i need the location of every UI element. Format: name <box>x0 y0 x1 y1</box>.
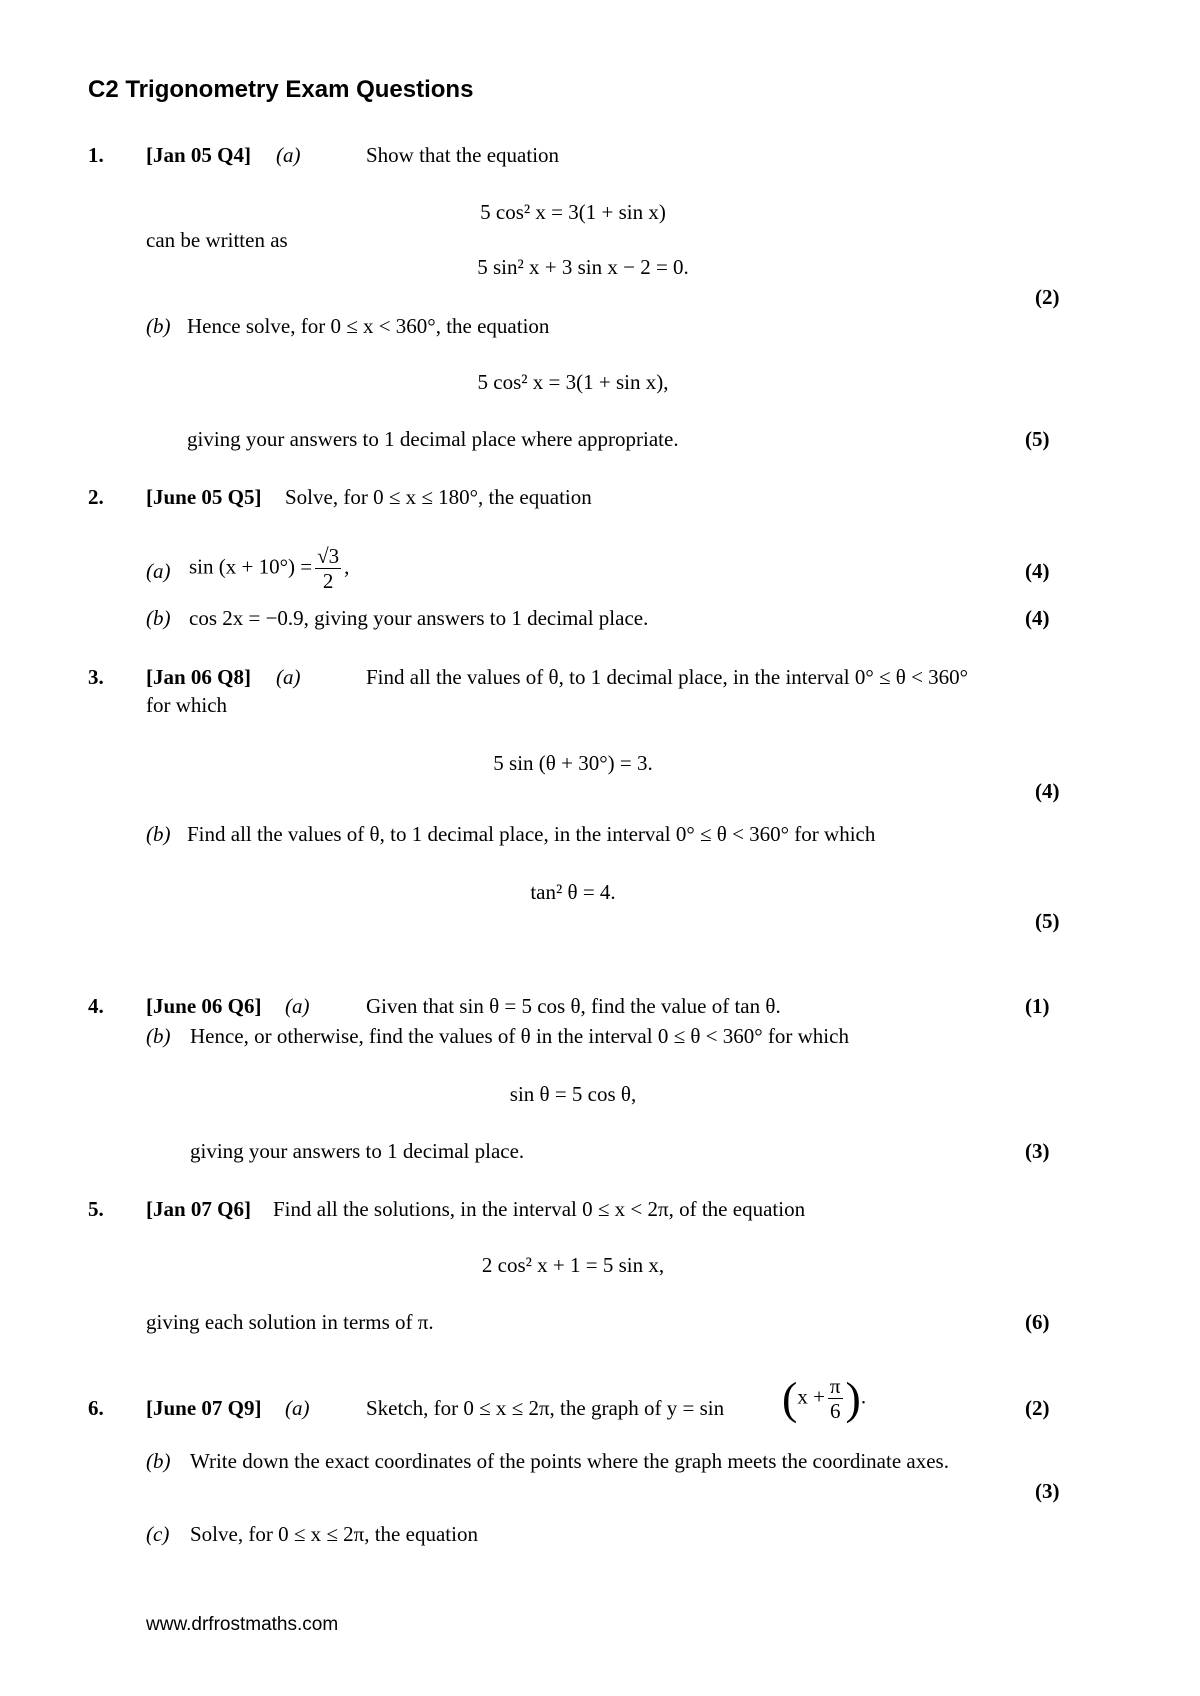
question-3a-text-cont: for which <box>146 693 228 717</box>
question-1b-label: (b) <box>146 314 171 338</box>
question-4b-marks: (3) <box>1025 1139 1050 1163</box>
page-title: C2 Trigonometry Exam Questions <box>88 76 474 103</box>
question-6a-label: (a) <box>285 1396 310 1420</box>
question-1b-instruction: giving your answers to 1 decimal place where appropriate. <box>187 427 679 451</box>
question-2-reference: [June 05 Q5] <box>146 485 262 509</box>
question-6a-tail: . <box>860 1384 867 1409</box>
question-2b-label: (b) <box>146 606 171 630</box>
question-2-text: Solve, for 0 ≤ x ≤ 180°, the equation <box>285 485 592 509</box>
question-6b-text: Write down the exact coordinates of the points where the graph meets the coordinate axes. <box>190 1449 949 1473</box>
question-6-reference: [June 07 Q9] <box>146 1396 262 1420</box>
question-1a-label: (a) <box>276 143 301 167</box>
question-2a-marks: (4) <box>1025 559 1050 583</box>
question-6c-text: Solve, for 0 ≤ x ≤ 2π, the equation <box>190 1522 478 1546</box>
question-6b-label: (b) <box>146 1449 171 1473</box>
question-1a-text: Show that the equation <box>366 143 560 167</box>
question-3a-text: Find all the values of θ, to 1 decimal place, in the interval 0° ≤ θ < 360° <box>366 665 969 689</box>
question-5-text: Find all the solutions, in the interval 0 ≤ x < 2π, of the equation <box>273 1197 806 1221</box>
footer-url: www.drfrostmaths.com <box>146 1614 339 1635</box>
question-4a-label: (a) <box>285 994 310 1018</box>
question-6a-numerator: π <box>829 1374 841 1398</box>
question-2a-fraction <box>315 544 341 593</box>
left-paren: ( <box>782 1372 798 1424</box>
question-1-number: 1. <box>88 143 104 167</box>
question-1-equation-3: 5 cos² x = 3(1 + sin x), <box>477 370 669 394</box>
question-2a-equation <box>189 544 349 593</box>
question-3a-equation: 5 sin (θ + 30°) = 3. <box>493 751 653 775</box>
question-4b-text: Hence, or otherwise, find the values of θ in the interval 0 ≤ θ < 360° for which <box>190 1024 849 1048</box>
question-2-number: 2. <box>88 485 104 509</box>
question-5-reference: [Jan 07 Q6] <box>146 1197 251 1221</box>
question-2a-label: (a) <box>146 559 171 583</box>
question-1-written-as: can be written as <box>146 228 288 252</box>
question-5-number: 5. <box>88 1197 104 1221</box>
question-2a-denominator: 2 <box>322 569 334 594</box>
question-1b-marks: (5) <box>1025 427 1050 451</box>
question-3b-text: Find all the values of θ, to 1 decimal place, in the interval 0° ≤ θ < 360° for which <box>187 822 876 846</box>
question-2b-text: cos 2x = −0.9, giving your answers to 1 decimal place. <box>189 606 649 630</box>
question-4-number: 4. <box>88 994 104 1018</box>
question-4-reference: [June 06 Q6] <box>146 994 262 1018</box>
question-3b-equation: tan² θ = 4. <box>530 880 616 904</box>
question-6a-frac-lhs: x + <box>797 1384 825 1409</box>
question-1b-text: Hence solve, for 0 ≤ x < 360°, the equation <box>187 314 550 338</box>
question-1-equation-1: 5 cos² x = 3(1 + sin x) <box>480 200 666 224</box>
question-4b-instruction: giving your answers to 1 decimal place. <box>190 1139 525 1163</box>
question-5-equation: 2 cos² x + 1 = 5 sin x, <box>481 1253 665 1277</box>
question-2b-marks: (4) <box>1025 606 1050 630</box>
question-3b-marks: (5) <box>1035 909 1060 933</box>
question-5-instruction: giving each solution in terms of π. <box>146 1310 434 1334</box>
question-6a-expression <box>782 1374 866 1423</box>
question-6a-marks: (2) <box>1025 1396 1050 1420</box>
question-5-marks: (6) <box>1025 1310 1050 1334</box>
question-3-reference: [Jan 06 Q8] <box>146 665 251 689</box>
question-1a-marks: (2) <box>1035 285 1060 309</box>
right-paren: ) <box>845 1372 861 1424</box>
question-2a-lhs: sin (x + 10°) = <box>189 554 313 579</box>
question-1-equation-2: 5 sin² x + 3 sin x − 2 = 0. <box>477 255 689 279</box>
question-6b-marks: (3) <box>1035 1479 1060 1503</box>
question-3a-marks: (4) <box>1035 779 1060 803</box>
question-3b-label: (b) <box>146 822 171 846</box>
question-4b-label: (b) <box>146 1024 171 1048</box>
question-6a-text: Sketch, for 0 ≤ x ≤ 2π, the graph of y = sin <box>366 1396 725 1420</box>
question-2a-tail: , <box>344 554 350 579</box>
question-2a-numerator: √3 <box>317 544 340 568</box>
question-6-number: 6. <box>88 1396 104 1420</box>
question-6a-denominator: 6 <box>829 1399 841 1424</box>
question-4a-text: Given that sin θ = 5 cos θ, find the value of tan θ. <box>366 994 781 1018</box>
question-6c-label: (c) <box>146 1522 170 1546</box>
question-6a-fraction <box>828 1374 843 1423</box>
question-1-reference: [Jan 05 Q4] <box>146 143 251 167</box>
question-3a-label: (a) <box>276 665 301 689</box>
question-4a-marks: (1) <box>1025 994 1050 1018</box>
question-4b-equation: sin θ = 5 cos θ, <box>509 1082 637 1106</box>
question-3-number: 3. <box>88 665 104 689</box>
